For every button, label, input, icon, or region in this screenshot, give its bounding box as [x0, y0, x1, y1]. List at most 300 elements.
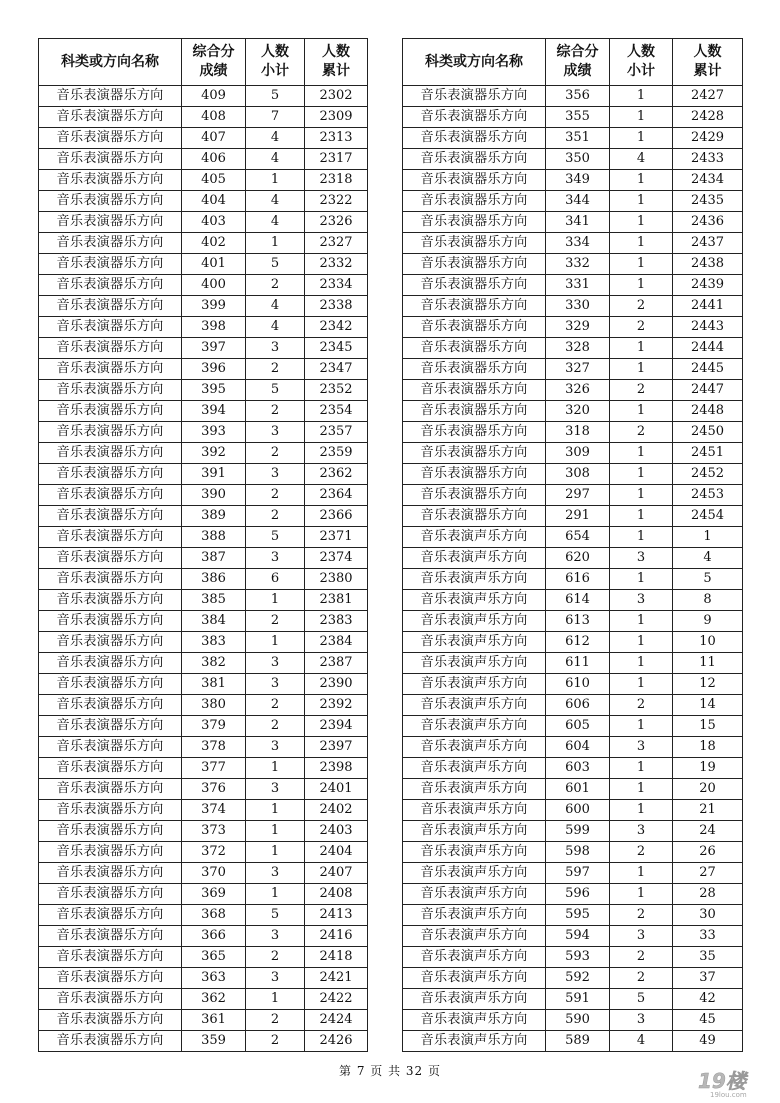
- watermark-text: 19楼: [698, 1069, 746, 1093]
- cell-name: 音乐表演器乐方向: [403, 170, 546, 191]
- header-count-line1: 人数: [261, 44, 289, 60]
- score-table-right: [402, 38, 743, 1052]
- cell-score: 613: [546, 611, 610, 632]
- cell-count: 1: [610, 674, 673, 695]
- cell-name: 音乐表演器乐方向: [39, 506, 182, 527]
- cell-count: 1: [610, 569, 673, 590]
- cell-name: 音乐表演器乐方向: [39, 1010, 182, 1031]
- table-row: [39, 191, 368, 212]
- cell-count: 2: [246, 275, 305, 296]
- cell-cumulative: 33: [673, 926, 743, 947]
- cell-cumulative: 2421: [305, 968, 368, 989]
- cell-score: 359: [182, 1031, 246, 1052]
- cell-score: 362: [182, 989, 246, 1010]
- cell-score: 398: [182, 317, 246, 338]
- cell-name: 音乐表演器乐方向: [39, 968, 182, 989]
- cell-cumulative: 2366: [305, 506, 368, 527]
- cell-cumulative: 2374: [305, 548, 368, 569]
- cell-count: 2: [610, 947, 673, 968]
- cell-name: 音乐表演器乐方向: [39, 926, 182, 947]
- cell-score: 330: [546, 296, 610, 317]
- cell-name: 音乐表演器乐方向: [403, 485, 546, 506]
- cell-score: 405: [182, 170, 246, 191]
- table-row: [39, 485, 368, 506]
- cell-score: 368: [182, 905, 246, 926]
- cell-name: 音乐表演器乐方向: [39, 338, 182, 359]
- cell-name: 音乐表演器乐方向: [39, 170, 182, 191]
- cell-name: 音乐表演器乐方向: [403, 254, 546, 275]
- cell-count: 1: [246, 590, 305, 611]
- cell-count: 2: [610, 968, 673, 989]
- cell-name: 音乐表演器乐方向: [39, 212, 182, 233]
- cell-score: 392: [182, 443, 246, 464]
- cell-cumulative: 2429: [673, 128, 743, 149]
- table-row: [39, 632, 368, 653]
- cell-count: 3: [246, 464, 305, 485]
- header-name: 科类或方向名称: [39, 39, 182, 86]
- cell-cumulative: 2441: [673, 296, 743, 317]
- cell-cumulative: 2359: [305, 443, 368, 464]
- table-row: [403, 443, 743, 464]
- cell-count: 5: [246, 380, 305, 401]
- table-row: [403, 947, 743, 968]
- cell-count: 7: [246, 107, 305, 128]
- table-row: [403, 296, 743, 317]
- cell-count: 1: [610, 443, 673, 464]
- table-row: [403, 170, 743, 191]
- watermark-logo: [696, 1068, 774, 1098]
- table-row: [403, 569, 743, 590]
- table-row: [403, 968, 743, 989]
- header-count-line1: 人数: [627, 44, 655, 60]
- cell-cumulative: 37: [673, 968, 743, 989]
- cell-count: 3: [246, 926, 305, 947]
- cell-count: 1: [610, 107, 673, 128]
- cell-score: 595: [546, 905, 610, 926]
- cell-cumulative: 2437: [673, 233, 743, 254]
- cell-cumulative: 2402: [305, 800, 368, 821]
- cell-score: 620: [546, 548, 610, 569]
- cell-count: 4: [246, 128, 305, 149]
- cell-score: 365: [182, 947, 246, 968]
- cell-score: 614: [546, 590, 610, 611]
- cell-count: 3: [610, 926, 673, 947]
- cell-cumulative: 2403: [305, 821, 368, 842]
- cell-count: 1: [610, 506, 673, 527]
- cell-cumulative: 2407: [305, 863, 368, 884]
- table-header-row: [403, 39, 743, 86]
- table-row: [39, 821, 368, 842]
- cell-score: 326: [546, 380, 610, 401]
- table-row: [403, 338, 743, 359]
- table-row: [39, 317, 368, 338]
- cell-cumulative: 2384: [305, 632, 368, 653]
- cell-cumulative: 1: [673, 527, 743, 548]
- cell-count: 4: [246, 296, 305, 317]
- cell-count: 1: [610, 779, 673, 800]
- cell-name: 音乐表演器乐方向: [39, 128, 182, 149]
- cell-name: 音乐表演器乐方向: [39, 632, 182, 653]
- cell-name: 音乐表演器乐方向: [403, 317, 546, 338]
- cell-count: 1: [246, 758, 305, 779]
- cell-score: 594: [546, 926, 610, 947]
- cell-cumulative: 8: [673, 590, 743, 611]
- cell-name: 音乐表演器乐方向: [39, 569, 182, 590]
- cell-score: 386: [182, 569, 246, 590]
- cell-cumulative: 27: [673, 863, 743, 884]
- cell-score: 320: [546, 401, 610, 422]
- cell-cumulative: 2445: [673, 359, 743, 380]
- cell-cumulative: 2357: [305, 422, 368, 443]
- cell-score: 366: [182, 926, 246, 947]
- cell-score: 382: [182, 653, 246, 674]
- table-row: [403, 506, 743, 527]
- cell-score: 397: [182, 338, 246, 359]
- cell-cumulative: 4: [673, 548, 743, 569]
- cell-score: 654: [546, 527, 610, 548]
- cell-count: 1: [610, 464, 673, 485]
- page-number-footer: 第 7 页 共 32 页: [339, 1064, 441, 1078]
- cell-score: 291: [546, 506, 610, 527]
- table-row: [39, 296, 368, 317]
- cell-name: 音乐表演器乐方向: [39, 800, 182, 821]
- cell-name: 音乐表演器乐方向: [39, 317, 182, 338]
- cell-cumulative: 2347: [305, 359, 368, 380]
- cell-count: 2: [246, 695, 305, 716]
- cell-count: 1: [610, 275, 673, 296]
- table-row: [39, 338, 368, 359]
- cell-score: 383: [182, 632, 246, 653]
- cell-count: 1: [610, 170, 673, 191]
- cell-count: 1: [610, 611, 673, 632]
- cell-cumulative: 2453: [673, 485, 743, 506]
- cell-name: 音乐表演器乐方向: [403, 443, 546, 464]
- cell-cumulative: 2332: [305, 254, 368, 275]
- table-row: [39, 758, 368, 779]
- cell-cumulative: 2408: [305, 884, 368, 905]
- cell-score: 327: [546, 359, 610, 380]
- cell-count: 2: [246, 443, 305, 464]
- cell-cumulative: 2426: [305, 1031, 368, 1052]
- cell-score: 408: [182, 107, 246, 128]
- score-table-right-body: [403, 86, 743, 1052]
- cell-score: 601: [546, 779, 610, 800]
- cell-name: 音乐表演声乐方向: [403, 947, 546, 968]
- table-row: [403, 737, 743, 758]
- cell-score: 610: [546, 674, 610, 695]
- table-row: [39, 716, 368, 737]
- header-score-line2: 成绩: [199, 63, 228, 79]
- cell-score: 350: [546, 149, 610, 170]
- table-row: [403, 527, 743, 548]
- cell-count: 2: [610, 842, 673, 863]
- cell-count: 1: [610, 338, 673, 359]
- table-row: [403, 716, 743, 737]
- cell-cumulative: 2424: [305, 1010, 368, 1031]
- cell-cumulative: 12: [673, 674, 743, 695]
- cell-score: 591: [546, 989, 610, 1010]
- header-count: [246, 39, 305, 86]
- cell-count: 3: [246, 674, 305, 695]
- cell-name: 音乐表演器乐方向: [403, 128, 546, 149]
- cell-name: 音乐表演器乐方向: [403, 233, 546, 254]
- cell-cumulative: 2352: [305, 380, 368, 401]
- table-row: [39, 233, 368, 254]
- cell-cumulative: 2401: [305, 779, 368, 800]
- cell-count: 4: [246, 191, 305, 212]
- cell-count: 1: [610, 632, 673, 653]
- header-cumulative: [673, 39, 743, 86]
- cell-count: 1: [610, 128, 673, 149]
- cell-score: 297: [546, 485, 610, 506]
- table-row: [403, 1010, 743, 1031]
- table-row: [403, 1031, 743, 1052]
- cell-name: 音乐表演声乐方向: [403, 611, 546, 632]
- cell-score: 409: [182, 86, 246, 107]
- cell-count: 1: [610, 212, 673, 233]
- cell-count: 2: [610, 380, 673, 401]
- cell-name: 音乐表演器乐方向: [39, 86, 182, 107]
- cell-score: 376: [182, 779, 246, 800]
- cell-cumulative: 2318: [305, 170, 368, 191]
- cell-count: 1: [610, 254, 673, 275]
- cell-score: 377: [182, 758, 246, 779]
- cell-name: 音乐表演器乐方向: [403, 149, 546, 170]
- header-cumulative-line1: 人数: [693, 44, 722, 60]
- cell-cumulative: 2371: [305, 527, 368, 548]
- cell-name: 音乐表演声乐方向: [403, 884, 546, 905]
- cell-cumulative: 2404: [305, 842, 368, 863]
- cell-score: 606: [546, 695, 610, 716]
- cell-count: 4: [246, 149, 305, 170]
- cell-cumulative: 2447: [673, 380, 743, 401]
- cell-count: 1: [610, 233, 673, 254]
- cell-count: 1: [246, 632, 305, 653]
- cell-cumulative: 2435: [673, 191, 743, 212]
- table-row: [403, 128, 743, 149]
- cell-name: 音乐表演器乐方向: [39, 359, 182, 380]
- header-score-line2: 成绩: [563, 63, 592, 79]
- cell-name: 音乐表演声乐方向: [403, 758, 546, 779]
- cell-score: 399: [182, 296, 246, 317]
- table-row: [403, 275, 743, 296]
- cell-cumulative: 2398: [305, 758, 368, 779]
- cell-count: 5: [610, 989, 673, 1010]
- cell-count: 2: [610, 905, 673, 926]
- cell-name: 音乐表演声乐方向: [403, 527, 546, 548]
- table-row: [39, 401, 368, 422]
- cell-cumulative: 2450: [673, 422, 743, 443]
- cell-score: 600: [546, 800, 610, 821]
- table-row: [403, 674, 743, 695]
- cell-score: 603: [546, 758, 610, 779]
- cell-count: 2: [610, 317, 673, 338]
- cell-score: 598: [546, 842, 610, 863]
- cell-score: 380: [182, 695, 246, 716]
- table-row: [39, 926, 368, 947]
- cell-cumulative: 9: [673, 611, 743, 632]
- cell-score: 404: [182, 191, 246, 212]
- cell-name: 音乐表演声乐方向: [403, 989, 546, 1010]
- cell-name: 音乐表演声乐方向: [403, 926, 546, 947]
- cell-name: 音乐表演器乐方向: [403, 380, 546, 401]
- cell-cumulative: 2342: [305, 317, 368, 338]
- cell-score: 378: [182, 737, 246, 758]
- cell-score: 612: [546, 632, 610, 653]
- cell-count: 3: [610, 737, 673, 758]
- table-row: [39, 653, 368, 674]
- cell-name: 音乐表演器乐方向: [39, 401, 182, 422]
- cell-score: 381: [182, 674, 246, 695]
- cell-count: 3: [246, 653, 305, 674]
- cell-count: 2: [246, 716, 305, 737]
- cell-cumulative: 30: [673, 905, 743, 926]
- cell-name: 音乐表演器乐方向: [403, 296, 546, 317]
- cell-cumulative: 14: [673, 695, 743, 716]
- cell-name: 音乐表演声乐方向: [403, 968, 546, 989]
- cell-name: 音乐表演器乐方向: [39, 233, 182, 254]
- cell-cumulative: 42: [673, 989, 743, 1010]
- cell-name: 音乐表演器乐方向: [403, 359, 546, 380]
- cell-name: 音乐表演器乐方向: [39, 611, 182, 632]
- cell-name: 音乐表演器乐方向: [39, 275, 182, 296]
- cell-count: 1: [610, 527, 673, 548]
- cell-count: 1: [246, 884, 305, 905]
- table-row: [39, 170, 368, 191]
- table-row: [403, 926, 743, 947]
- cell-score: 308: [546, 464, 610, 485]
- table-row: [39, 947, 368, 968]
- cell-score: 385: [182, 590, 246, 611]
- cell-name: 音乐表演器乐方向: [403, 86, 546, 107]
- header-score: [546, 39, 610, 86]
- cell-cumulative: 2418: [305, 947, 368, 968]
- cell-count: 1: [610, 485, 673, 506]
- cell-name: 音乐表演器乐方向: [403, 401, 546, 422]
- cell-cumulative: 2451: [673, 443, 743, 464]
- cell-score: 329: [546, 317, 610, 338]
- cell-count: 4: [610, 1031, 673, 1052]
- cell-name: 音乐表演器乐方向: [403, 338, 546, 359]
- cell-score: 349: [546, 170, 610, 191]
- cell-name: 音乐表演声乐方向: [403, 863, 546, 884]
- header-cumulative: [305, 39, 368, 86]
- table-row: [403, 590, 743, 611]
- cell-score: 331: [546, 275, 610, 296]
- table-row: [39, 884, 368, 905]
- table-row: [403, 695, 743, 716]
- cell-score: 328: [546, 338, 610, 359]
- cell-name: 音乐表演器乐方向: [39, 485, 182, 506]
- header-count-line2: 小计: [627, 63, 655, 79]
- cell-count: 2: [246, 1031, 305, 1052]
- cell-count: 1: [610, 716, 673, 737]
- cell-score: 402: [182, 233, 246, 254]
- cell-cumulative: 2334: [305, 275, 368, 296]
- cell-name: 音乐表演器乐方向: [39, 527, 182, 548]
- cell-count: 3: [246, 968, 305, 989]
- table-row: [39, 275, 368, 296]
- cell-name: 音乐表演器乐方向: [39, 380, 182, 401]
- cell-score: 356: [546, 86, 610, 107]
- cell-cumulative: 2427: [673, 86, 743, 107]
- cell-name: 音乐表演声乐方向: [403, 737, 546, 758]
- cell-cumulative: 20: [673, 779, 743, 800]
- cell-cumulative: 2327: [305, 233, 368, 254]
- cell-name: 音乐表演声乐方向: [403, 569, 546, 590]
- table-row: [403, 380, 743, 401]
- cell-name: 音乐表演器乐方向: [39, 716, 182, 737]
- cell-score: 361: [182, 1010, 246, 1031]
- cell-cumulative: 26: [673, 842, 743, 863]
- cell-score: 596: [546, 884, 610, 905]
- table-row: [39, 422, 368, 443]
- cell-count: 1: [610, 86, 673, 107]
- cell-cumulative: 21: [673, 800, 743, 821]
- cell-score: 332: [546, 254, 610, 275]
- cell-cumulative: 11: [673, 653, 743, 674]
- cell-name: 音乐表演器乐方向: [39, 674, 182, 695]
- cell-count: 4: [246, 317, 305, 338]
- cell-name: 音乐表演器乐方向: [403, 191, 546, 212]
- cell-count: 5: [246, 905, 305, 926]
- cell-count: 2: [610, 422, 673, 443]
- cell-name: 音乐表演器乐方向: [39, 422, 182, 443]
- cell-cumulative: 2338: [305, 296, 368, 317]
- cell-count: 2: [246, 611, 305, 632]
- cell-cumulative: 2444: [673, 338, 743, 359]
- cell-name: 音乐表演器乐方向: [39, 590, 182, 611]
- table-row: [403, 989, 743, 1010]
- header-score: [182, 39, 246, 86]
- table-row: [403, 821, 743, 842]
- table-row: [39, 968, 368, 989]
- cell-cumulative: 24: [673, 821, 743, 842]
- cell-score: 593: [546, 947, 610, 968]
- cell-name: 音乐表演器乐方向: [39, 821, 182, 842]
- cell-cumulative: 2394: [305, 716, 368, 737]
- cell-count: 2: [246, 1010, 305, 1031]
- table-row: [403, 485, 743, 506]
- cell-count: 3: [610, 590, 673, 611]
- cell-cumulative: 2387: [305, 653, 368, 674]
- cell-name: 音乐表演器乐方向: [39, 191, 182, 212]
- cell-name: 音乐表演器乐方向: [39, 464, 182, 485]
- table-row: [39, 905, 368, 926]
- cell-name: 音乐表演器乐方向: [39, 548, 182, 569]
- cell-cumulative: 2448: [673, 401, 743, 422]
- table-row: [403, 86, 743, 107]
- header-score-line1: 综合分: [192, 44, 235, 60]
- cell-name: 音乐表演器乐方向: [403, 506, 546, 527]
- cell-count: 3: [246, 779, 305, 800]
- table-row: [403, 422, 743, 443]
- cell-name: 音乐表演声乐方向: [403, 1010, 546, 1031]
- header-count: [610, 39, 673, 86]
- cell-cumulative: 2345: [305, 338, 368, 359]
- cell-count: 3: [246, 863, 305, 884]
- score-table-left: [38, 38, 368, 1052]
- cell-score: 351: [546, 128, 610, 149]
- table-row: [403, 191, 743, 212]
- cell-count: 4: [610, 149, 673, 170]
- table-row: [403, 905, 743, 926]
- cell-name: 音乐表演器乐方向: [403, 107, 546, 128]
- cell-name: 音乐表演器乐方向: [403, 464, 546, 485]
- cell-count: 1: [610, 359, 673, 380]
- cell-count: 3: [610, 548, 673, 569]
- cell-score: 369: [182, 884, 246, 905]
